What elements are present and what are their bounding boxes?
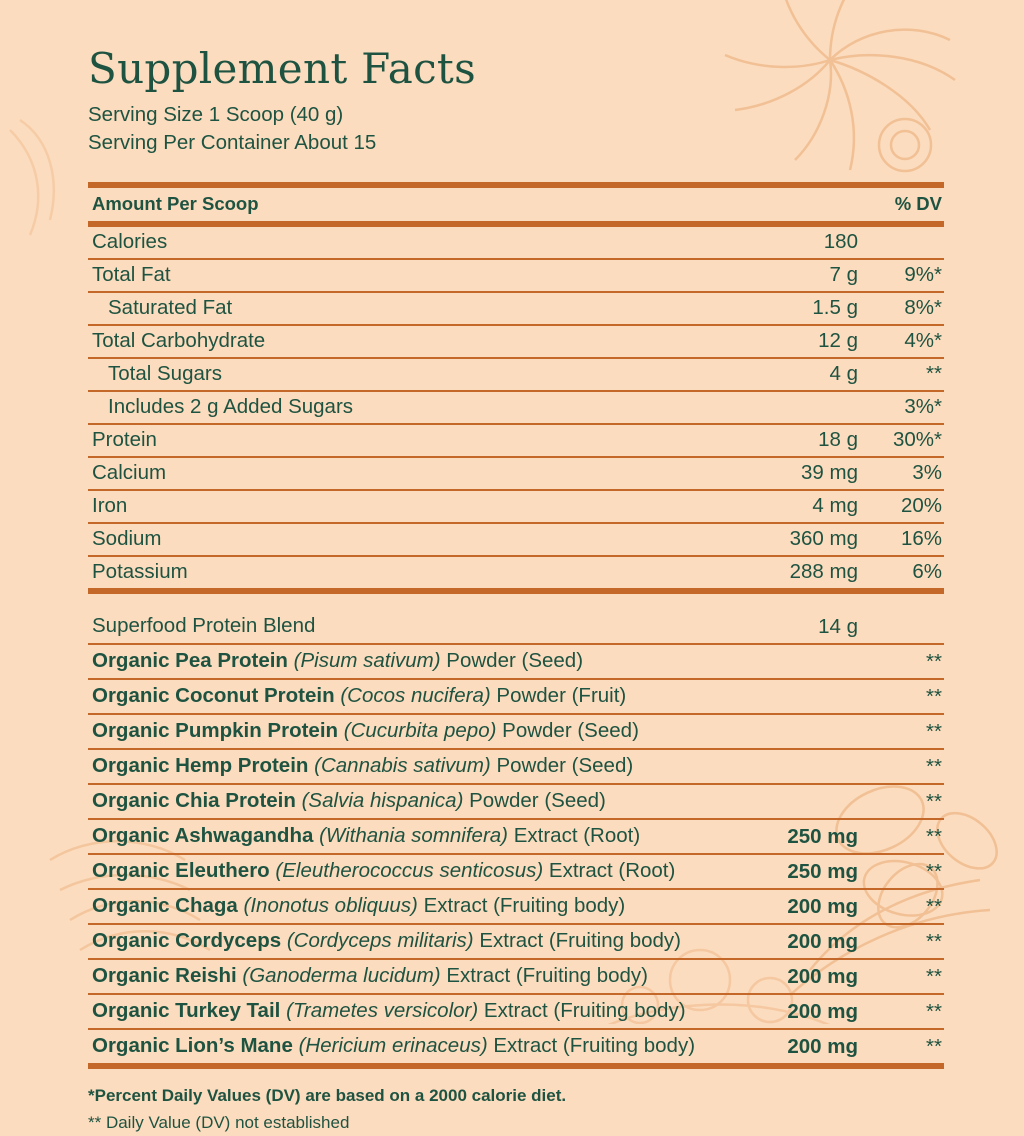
nutrient-dv xyxy=(868,227,944,259)
nutrient-dv: 9%* xyxy=(904,263,942,287)
table-row xyxy=(88,820,944,854)
table-row xyxy=(88,227,944,259)
nutrient-dv: 3% xyxy=(912,461,942,485)
nutrient-dv: 4%* xyxy=(904,329,942,353)
nutrient-name: Protein xyxy=(92,428,157,452)
nutrient-name: Total Fat xyxy=(92,263,171,287)
table-row xyxy=(88,750,944,784)
nutrient-amount: 7 g xyxy=(829,263,858,287)
table-row xyxy=(88,425,944,457)
table-row xyxy=(88,359,944,391)
ingredient-latin-name: (Cannabis sativum) xyxy=(314,754,491,778)
ingredient-part: Powder (Seed) xyxy=(496,754,634,778)
nutrient-name: Potassium xyxy=(92,560,188,584)
ingredient-common-name: Organic Cordyceps xyxy=(92,929,282,953)
nutrient-dv: 8%* xyxy=(904,296,942,320)
serving-size: Serving Size 1 Scoop (40 g) xyxy=(88,103,344,126)
ingredient-amount: 250 mg xyxy=(787,825,858,849)
nutrient-name: Total Sugars xyxy=(108,362,222,386)
section-gap xyxy=(88,594,944,610)
ingredient-dv: ** xyxy=(926,755,942,779)
nutrient-name: Includes 2 g Added Sugars xyxy=(108,395,354,419)
ingredient-common-name: Organic Turkey Tail xyxy=(92,999,281,1023)
nutrient-amount: 4 g xyxy=(829,362,858,386)
ingredient-amount: 200 mg xyxy=(787,895,858,919)
ingredient-amount: 200 mg xyxy=(787,965,858,989)
ingredient-amount: 200 mg xyxy=(787,1035,858,1059)
nutrient-amount: 18 g xyxy=(818,428,858,452)
ingredient-common-name: Organic Chia Protein xyxy=(92,789,296,813)
ingredient-latin-name: (Cucurbita pepo) xyxy=(343,719,497,743)
ingredient-name xyxy=(88,890,728,924)
ingredient-latin-name: (Cordyceps militaris) xyxy=(286,929,474,953)
ingredient-latin-name: (Trametes versicolor) xyxy=(286,999,479,1023)
table-row xyxy=(88,785,944,819)
ingredient-dv: ** xyxy=(926,685,942,709)
ingredient-dv: ** xyxy=(926,790,942,814)
nutrient-name: Iron xyxy=(92,494,128,518)
ingredient-dv: ** xyxy=(926,895,942,919)
ingredient-part: Extract (Fruiting body) xyxy=(446,964,648,988)
table-row xyxy=(88,458,944,490)
nutrient-name: Sodium xyxy=(92,527,162,551)
ingredient-amount: 200 mg xyxy=(787,1000,858,1024)
ingredient-amount xyxy=(728,680,868,714)
table-row xyxy=(88,326,944,358)
ingredient-common-name: Organic Pumpkin Protein xyxy=(92,719,339,743)
nutrient-dv: 20% xyxy=(900,494,942,518)
ingredient-part: Powder (Seed) xyxy=(469,789,606,813)
table-row xyxy=(88,491,944,523)
ingredient-latin-name: (Cocos nucifera) xyxy=(340,684,491,708)
table-row xyxy=(88,645,944,679)
table-row xyxy=(88,995,944,1029)
table-header-row xyxy=(88,188,944,224)
ingredient-latin-name: (Ganoderma lucidum) xyxy=(242,964,441,988)
table-row xyxy=(88,524,944,556)
nutrient-dv: 3%* xyxy=(904,395,942,419)
ingredient-name xyxy=(88,820,728,854)
nutrient-amount: 1.5 g xyxy=(812,296,858,320)
ingredient-dv: ** xyxy=(926,965,942,989)
nutrient-amount: 39 mg xyxy=(801,461,858,485)
table-row xyxy=(88,557,944,591)
ingredient-common-name: Organic Hemp Protein xyxy=(92,754,309,778)
ingredient-name xyxy=(88,925,728,959)
ingredient-dv: ** xyxy=(926,930,942,954)
ingredient-name xyxy=(88,680,728,714)
ingredient-common-name: Organic Eleuthero xyxy=(92,859,270,883)
ingredient-part: Powder (Seed) xyxy=(502,719,639,743)
nutrient-dv: 16% xyxy=(900,527,942,551)
table-row xyxy=(88,715,944,749)
ingredient-part: Extract (Fruiting body) xyxy=(493,1034,696,1058)
nutrient-amount: 360 mg xyxy=(789,527,858,551)
ingredient-part: Extract (Fruiting body) xyxy=(423,894,626,918)
page-title: Supplement Facts xyxy=(88,44,476,93)
nutrient-amount: 288 mg xyxy=(789,560,858,584)
ingredient-amount: 200 mg xyxy=(787,930,858,954)
ingredient-dv: ** xyxy=(926,650,942,674)
ingredient-latin-name: (Inonotus obliquus) xyxy=(243,894,418,918)
ingredient-dv: ** xyxy=(926,860,942,884)
footnote-percent-dv: *Percent Daily Values (DV) are based on a 2000 calorie diet. xyxy=(88,1086,567,1106)
table-row xyxy=(88,1030,944,1066)
nutrient-dv: ** xyxy=(926,362,942,386)
table-row xyxy=(88,960,944,994)
ingredient-common-name: Organic Lion’s Mane xyxy=(92,1034,293,1058)
ingredient-amount xyxy=(728,645,868,679)
nutrient-amount: 4 mg xyxy=(812,494,858,518)
nutrient-name: Saturated Fat xyxy=(108,296,233,320)
rule-bottom xyxy=(88,1066,944,1069)
table-row xyxy=(88,890,944,924)
blend-name: Superfood Protein Blend xyxy=(92,614,316,638)
table-row xyxy=(88,680,944,714)
ingredient-common-name: Organic Reishi xyxy=(92,964,237,988)
nutrient-amount xyxy=(728,392,868,424)
ingredient-common-name: Organic Chaga xyxy=(92,894,238,918)
ingredient-amount xyxy=(728,715,868,749)
supplement-facts-table xyxy=(88,182,944,1069)
blend-amount: 14 g xyxy=(818,615,858,639)
nutrient-amount: 12 g xyxy=(818,329,858,353)
ingredient-part: Extract (Fruiting body) xyxy=(479,929,681,953)
nutrient-dv: 6% xyxy=(912,560,942,584)
table-row xyxy=(88,855,944,889)
facts-table-body xyxy=(88,185,944,1069)
ingredient-name xyxy=(88,995,728,1029)
ingredient-dv: ** xyxy=(926,1000,942,1024)
table-row xyxy=(88,293,944,325)
ingredient-name xyxy=(88,750,728,784)
ingredient-amount xyxy=(728,785,868,819)
ingredient-dv: ** xyxy=(926,825,942,849)
ingredient-name xyxy=(88,1030,728,1066)
ingredient-common-name: Organic Pea Protein xyxy=(92,649,288,673)
ingredient-latin-name: (Hericium erinaceus) xyxy=(298,1034,488,1058)
ingredient-part: Powder (Fruit) xyxy=(496,684,627,708)
ingredient-latin-name: (Salvia hispanica) xyxy=(301,789,464,813)
ingredient-part: Extract (Root) xyxy=(548,859,676,883)
ingredient-dv: ** xyxy=(926,1035,942,1059)
ingredient-latin-name: (Eleutherococcus senticosus) xyxy=(275,859,544,883)
nutrient-dv: 30%* xyxy=(892,428,942,452)
servings-per-container: Serving Per Container About 15 xyxy=(88,130,377,154)
header-amount-per-scoop: Amount Per Scoop xyxy=(92,193,259,215)
nutrient-name: Calories xyxy=(92,230,168,254)
ingredient-name xyxy=(88,855,728,889)
serving-info xyxy=(88,101,944,156)
ingredient-amount: 250 mg xyxy=(787,860,858,884)
ingredient-name xyxy=(88,785,728,819)
nutrient-name: Total Carbohydrate xyxy=(92,329,266,353)
table-row xyxy=(88,392,944,424)
header-amount-spacer xyxy=(728,188,868,224)
ingredient-part: Extract (Root) xyxy=(513,824,641,848)
ingredient-amount xyxy=(728,750,868,784)
nutrient-amount: 180 xyxy=(823,230,858,254)
ingredient-common-name: Organic Ashwagandha xyxy=(92,824,314,848)
ingredient-dv: ** xyxy=(926,720,942,744)
ingredient-latin-name: (Pisum sativum) xyxy=(293,649,441,673)
footnotes xyxy=(88,1083,944,1136)
nutrient-name: Calcium xyxy=(92,461,167,485)
ingredient-part: Powder (Seed) xyxy=(446,649,584,673)
ingredient-part: Extract (Fruiting body) xyxy=(483,999,686,1023)
table-row xyxy=(88,925,944,959)
ingredient-name xyxy=(88,960,728,994)
header-percent-dv: % DV xyxy=(894,193,942,215)
ingredient-name xyxy=(88,645,728,679)
ingredient-name xyxy=(88,715,728,749)
blend-row xyxy=(88,610,944,644)
footnote-dv-not-established: ** Daily Value (DV) not established xyxy=(88,1112,350,1132)
ingredient-latin-name: (Withania somnifera) xyxy=(319,824,509,848)
table-row xyxy=(88,260,944,292)
blend-dv xyxy=(868,610,944,644)
ingredient-common-name: Organic Coconut Protein xyxy=(92,684,335,708)
